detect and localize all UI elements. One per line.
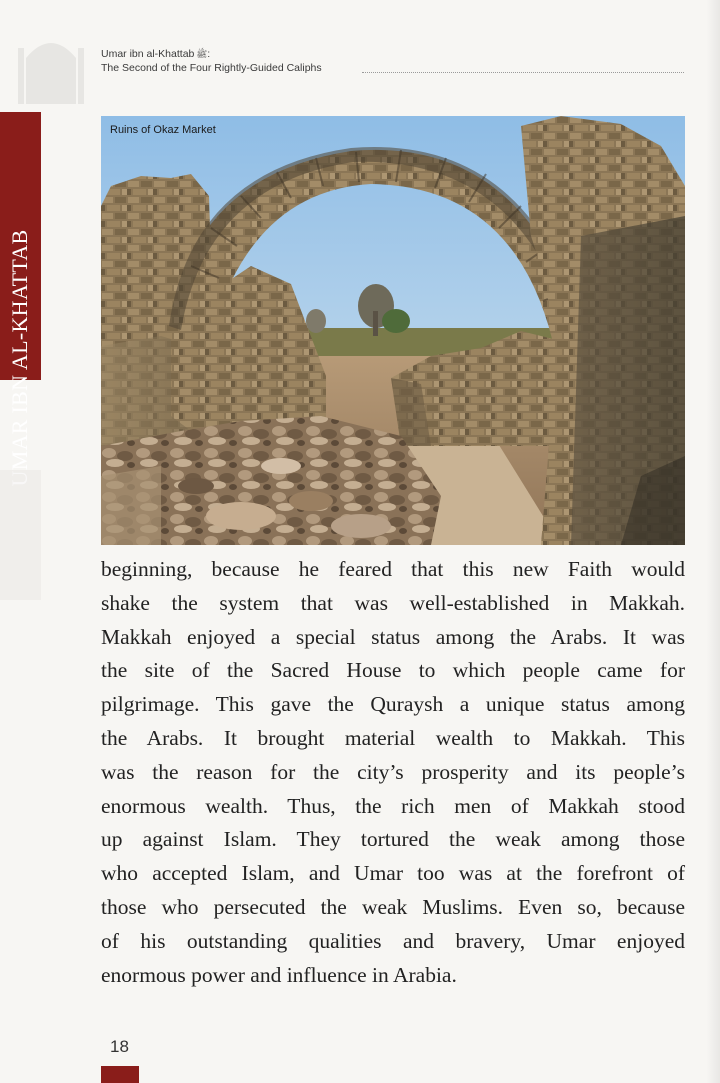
- okaz-ruins-photo: [101, 116, 685, 545]
- body-line: of his outstanding qualities and bravery, Umar enjoyed: [101, 928, 685, 953]
- body-line: enormous wealth. Thus, the rich men of Makkah stood: [101, 793, 685, 818]
- photo-caption: Ruins of Okaz Market: [110, 124, 216, 136]
- ghost-mosque-icon: [18, 28, 84, 104]
- page-number: 18: [110, 1037, 129, 1056]
- body-line: was the reason for the city’s prosperity and its people’s: [101, 759, 685, 784]
- body-line: pilgrimage. This gave the Quraysh a unique status among: [101, 692, 685, 717]
- body-line: shake the system that was well-established in Makkah.: [101, 590, 685, 615]
- header-book-title-line: Umar ibn al-Khattab ﷺ:: [101, 48, 211, 60]
- body-line: up against Islam. They tortured the weak among those: [101, 827, 685, 852]
- arch-ruins-illustration: [101, 116, 685, 545]
- running-header: [101, 47, 322, 75]
- header-subtitle: The Second of the Four Rightly-Guided Caliphs: [101, 62, 322, 74]
- body-line: enormous power and influence in Arabia.: [101, 962, 457, 987]
- spine-title: UMAR IBN AL-KHATTAB: [7, 229, 32, 487]
- header-rule: [362, 72, 684, 73]
- body-line: those who persecuted the weak Muslims. Even so, because: [101, 894, 685, 919]
- body-line: beginning, because he feared that this new Faith would: [101, 557, 685, 581]
- page-number-tab: [101, 1066, 139, 1083]
- header-book-title: Umar ibn al-Khattab: [101, 48, 195, 60]
- page-edge-shadow: [706, 0, 720, 1083]
- spine-ghost-tab: [0, 470, 41, 600]
- body-line: Makkah enjoyed a special status among the Arabs. It was: [101, 624, 685, 649]
- body-line: the site of the Sacred House to which people came for: [101, 658, 685, 683]
- body-line: the Arabs. It brought material wealth to Makkah. This: [101, 725, 685, 750]
- body-line: who accepted Islam, and Umar too was at the forefront of: [101, 861, 685, 886]
- body-paragraph: [101, 553, 685, 992]
- honorific-glyph-icon: ﷺ: [196, 49, 208, 59]
- spine-title-tab: [0, 112, 41, 487]
